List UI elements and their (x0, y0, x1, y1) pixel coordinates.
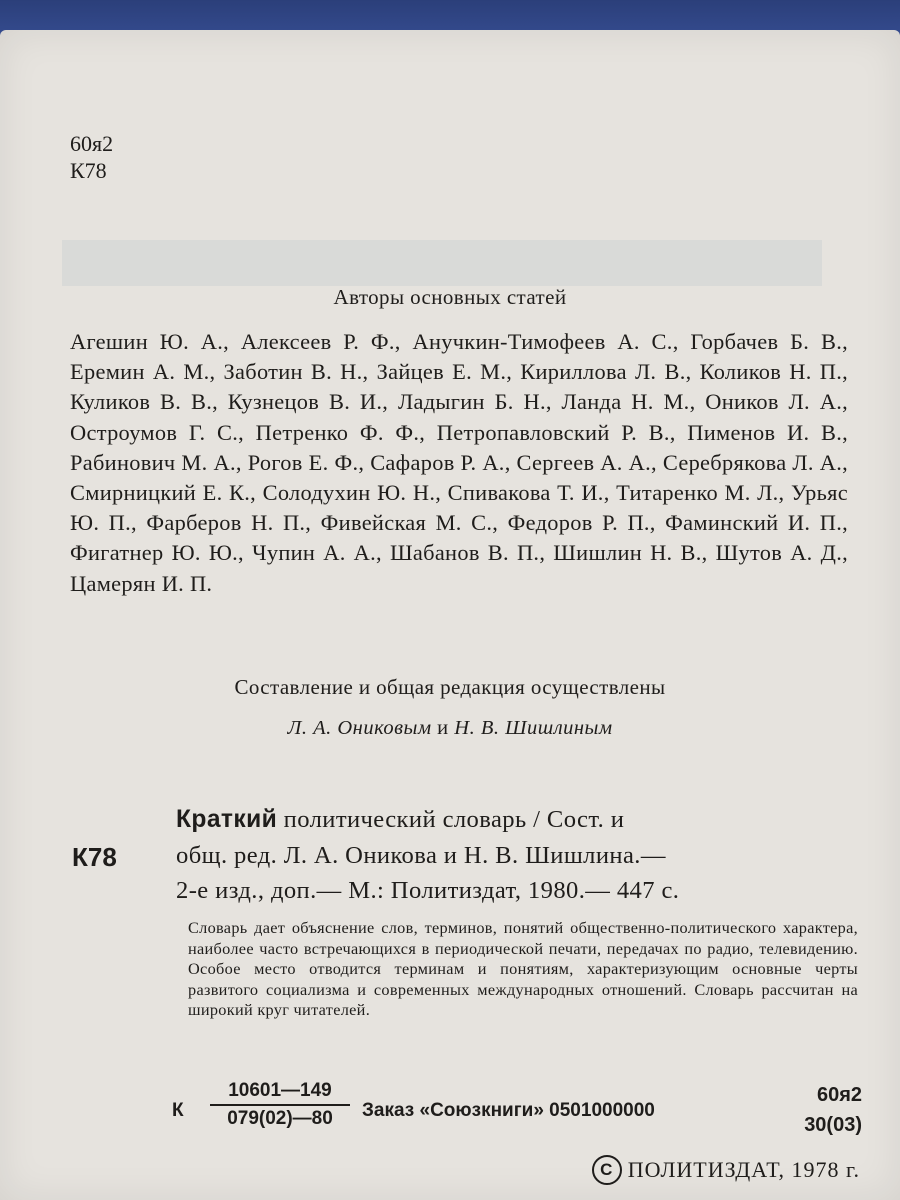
classification-code (70, 130, 113, 184)
bib-line-1 (176, 802, 856, 838)
bib-line-1-rest: политический словарь / Сост. и (277, 806, 625, 833)
bleed-through-stamp (62, 240, 822, 286)
editors-conjunction: и (437, 717, 449, 739)
classification-line-1: 60я2 (70, 131, 114, 156)
imprint-code-2: 30(03) (804, 1114, 862, 1136)
imprint-code-1: 60я2 (816, 1084, 862, 1106)
copyright-text: ПОЛИТИЗДАТ, 1978 г. (627, 1157, 860, 1182)
editor-first: Л. А. Ониковым (287, 717, 432, 739)
bibliographic-code: К78 (72, 842, 117, 872)
authors-list: Агешин Ю. А., Алексеев Р. Ф., Анучкин-Тимофеев А. С., Горбачев Б. В., Еремин А. М., Заботин В. Н., Зайцев Е. М., Кириллова Л. В., Коликов Н. П., Куликов В. В., Кузнецов В. И., Ладыгин Б. Н., Ланда Н. М., Оников Л. А., Остроумов Г. С., Петренко Ф. Ф., Петропавловский Р. В., Пименов И. В., Рабинович М. А., Рогов Е. Ф., Сафаров Р. А., Сергеев А. А., Серебрякова Л. А., Смирницкий Е. К., Солодухин Ю. Н., Спивакова Т. И., Титаренко М. Л., Урьяс Ю. П., Фарберов Н. П., Фивейская М. С., Федоров Р. П., Фаминский И. П., Фигатнер Ю. Ю., Чупин А. А., Шабанов В. П., Шишлин Н. В., Шутов А. Д., Цамерян И. П. (70, 329, 848, 596)
abstract: Словарь дает объяснение слов, терминов, понятий общественно-политического характера, наиболее часто встречающихся в периодической печати, передачах по радио, телевидению. Особое место отводится терминам и понятиям, характеризующим основные черты развитого социализма и современных международных отношений. Словарь рассчитан на широкий круг читателей. (188, 918, 858, 1020)
copyright-line (592, 1155, 860, 1185)
editors-heading: Составление и общая редакция осуществлены (234, 675, 666, 699)
bib-line-3: 2-е изд., доп.— М.: Политиздат, 1980.— 447 с. (176, 877, 680, 904)
authors-heading: Авторы основных статей (333, 285, 567, 309)
copyright-icon: С (592, 1155, 622, 1185)
bib-title-lead: Краткий (176, 806, 278, 833)
order-number: Заказ «Союзкниги» 0501000000 (362, 1100, 655, 1121)
imprint-letter: К (172, 1100, 184, 1121)
imprint-block (172, 1080, 872, 1140)
editors-names (0, 717, 900, 740)
imprint-numerator: 10601—149 (210, 1080, 350, 1106)
classification-line-2: К78 (70, 158, 107, 183)
bibliographic-record (176, 802, 856, 909)
imprint-denominator: 079(02)—80 (227, 1108, 333, 1129)
imprint-codes (804, 1080, 862, 1140)
editor-second: Н. В. Шишлиным (454, 717, 613, 739)
book-page (0, 30, 900, 1200)
imprint-fraction (210, 1080, 350, 1130)
bib-line-2: общ. ред. Л. А. Оникова и Н. В. Шишлина.— (176, 841, 666, 869)
